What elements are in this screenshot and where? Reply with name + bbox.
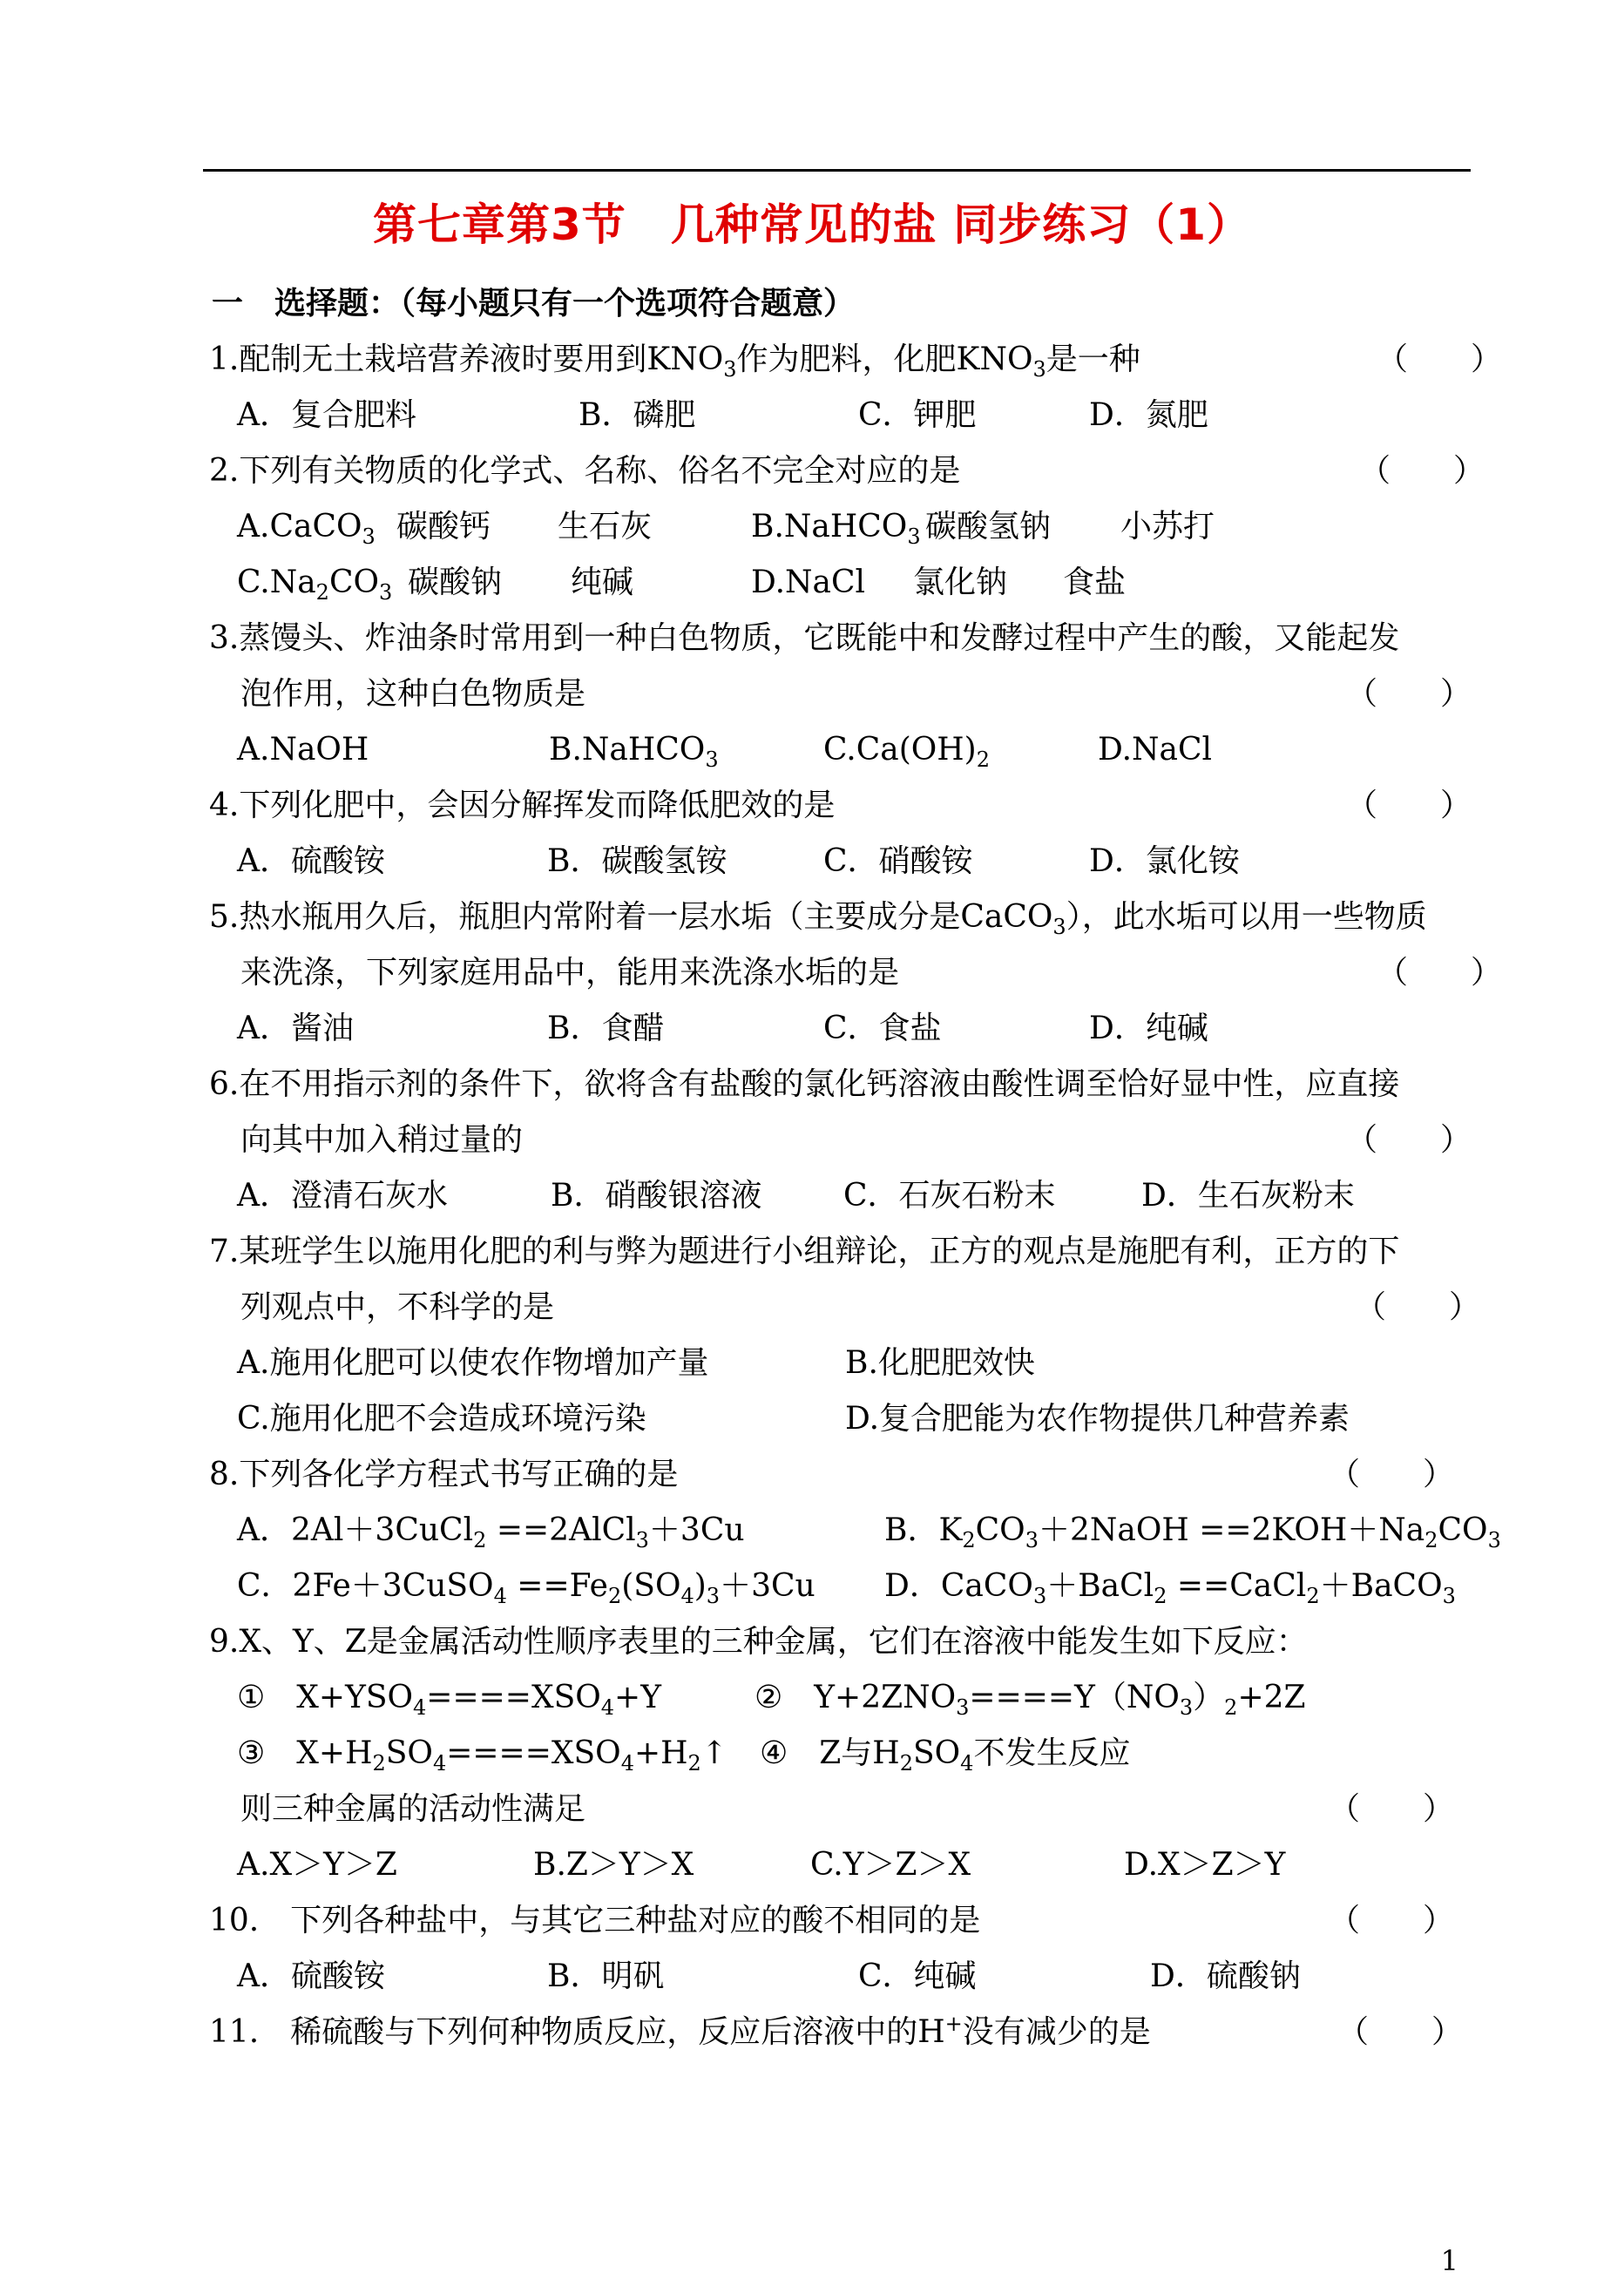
q7-option-a: A.施用化肥可以使农作物增加产量 [237,1345,709,1381]
q4-stem-text: 4.下列化肥中，会因分解挥发而降低肥效的是 [209,788,836,823]
q3-option-c: $C.Ca(OH)_2$ [823,732,990,773]
q7-answer-blank: （ ） [1355,1289,1481,1325]
question-1-stem [0,331,1624,389]
q1-stem-text: 1.配制无土栽培营养液时要用到$KNO_3$作为肥料，化肥$KNO_3$是一种 [209,342,1140,382]
question-5-stem-line2 [0,944,1624,1002]
question-7-options-row2 [0,1390,1624,1448]
q1-option-d: D．氮肥 [1089,397,1208,433]
question-7-stem-line2 [0,1279,1624,1336]
question-7-options-row1 [0,1335,1624,1392]
q2-answer-blank: （ ） [1359,453,1485,489]
q2-option-d-common: 食盐 [1063,565,1127,600]
q3-option-a: A.NaOH [237,732,369,768]
q7-stem-text-1: 7.某班学生以施用化肥的利与弊为题进行小组辩论，正方的观点是施肥有利，正方的下 [209,1234,1400,1269]
question-8-stem [0,1446,1624,1504]
question-9-conclusion [0,1781,1624,1838]
header-rule [203,169,1471,172]
q4-option-a: A．硫酸铵 [237,843,385,879]
question-4-options [0,833,1624,890]
q2-option-b-name: 碳酸氢钠 [925,509,1052,545]
q3-option-d: D.NaCl [1098,732,1213,768]
question-1-options [0,387,1624,444]
q5-answer-blank: （ ） [1377,955,1503,991]
q9-answer-blank: （ ） [1329,1791,1455,1827]
question-3-options [0,721,1624,779]
q3-answer-blank: （ ） [1346,676,1472,712]
q6-option-d: D．生石灰粉末 [1141,1178,1355,1214]
q4-option-b: B．碳酸氢铵 [547,843,727,879]
q5-option-c: C．食盐 [823,1011,942,1046]
q2-stem-text: 2.下列有关物质的化学式、名称、俗名不完全对应的是 [209,453,961,489]
q5-option-a: A．酱油 [237,1011,354,1046]
q6-stem-text-2: 向其中加入稍过量的 [240,1122,524,1158]
q2-option-b-common: 小苏打 [1120,509,1215,545]
q6-stem-text-1: 6.在不用指示剂的条件下，欲将含有盐酸的氯化钙溶液由酸性调至恰好显中性，应直接 [209,1066,1400,1102]
q2-option-c-name: 碳酸钠 [408,565,503,600]
q4-answer-blank: （ ） [1346,788,1472,823]
question-6-stem-line2 [0,1112,1624,1169]
page-title: 第七章第3节 几种常见的盐 同步练习（1） [373,200,1251,250]
question-3-stem-line1 [0,610,1624,667]
question-8-options-row1 [0,1502,1624,1559]
q8-option-c: C．2Fe＋3CuSO$_4$ $==Fe_2(SO_4)_3+3Cu$ [237,1568,815,1609]
question-5-options [0,1000,1624,1058]
q3-option-b: B.NaHCO$_3$ [549,732,719,773]
q2-option-b: B.NaHCO$_3$ [751,509,921,550]
question-6-options [0,1167,1624,1225]
q6-answer-blank: （ ） [1346,1122,1472,1158]
q7-option-d: D.复合肥能为农作物提供几种营养素 [845,1401,1350,1437]
q4-option-d: D．氯化铵 [1089,843,1240,879]
q7-option-c: C.施用化肥不会造成环境污染 [237,1401,646,1437]
q9-reaction-1: ① $X+YSO_4====XSO_4+Y$ [237,1680,661,1721]
question-2-stem [0,443,1624,500]
q3-stem-text-1: 3.蒸馒头、炸油条时常用到一种白色物质，它既能中和发酵过程中产生的酸，又能起发 [209,620,1400,656]
question-2-options-row1 [0,498,1624,556]
question-11-stem [0,2004,1624,2061]
q11-answer-blank: （ ） [1337,2014,1464,2050]
question-2-options-row2 [0,554,1624,612]
question-9-reactions-row2 [0,1725,1624,1782]
q6-option-c: C．石灰石粉末 [843,1178,1056,1214]
question-9-options [0,1836,1624,1894]
q9-option-a: A.X＞Y＞Z [237,1847,397,1883]
question-9-stem [0,1613,1624,1671]
q4-option-c: C．硝酸铵 [823,843,973,879]
q2-option-d-name: 氯化钠 [913,565,1008,600]
q8-stem-text: 8.下列各化学方程式书写正确的是 [209,1457,679,1492]
question-6-stem-line1 [0,1056,1624,1113]
q1-option-c: C．钾肥 [858,397,977,433]
question-5-stem-line1 [0,889,1624,946]
q5-option-b: B．食醋 [547,1011,665,1046]
q2-option-c-common: 纯碱 [571,565,634,600]
q5-stem-text-1: 5.热水瓶用久后，瓶胆内常附着一层水垢（主要成分是CaCO$_3$），此水垢可以用一些物质 [209,899,1427,940]
q9-reaction-2: ② $Y+2ZNO_3====Y(NO_3)_2+2Z$ [754,1680,1306,1721]
q10-option-b: B．明矾 [547,1958,665,1994]
q5-stem-text-2: 来洗涤，下列家庭用品中，能用来洗涤水垢的是 [240,955,900,991]
q2-option-d: D.NaCl [751,565,866,600]
section-heading-text: 一 选择题：（每小题只有一个选项符合题意） [212,286,856,321]
q9-reaction-4: ④ Z与$H_2SO_4$不发生反应 [760,1735,1131,1776]
q9-option-b: B.Z＞Y＞X [533,1847,694,1883]
q10-stem-text: 10. 下列各种盐中，与其它三种盐对应的酸不相同的是 [209,1903,981,1938]
q10-answer-blank: （ ） [1329,1903,1455,1938]
q6-option-b: B．硝酸银溶液 [551,1178,762,1214]
section-heading [0,275,1624,333]
q9-stem-text: 9.X、Y、Z是金属活动性顺序表里的三种金属，它们在溶液中能发生如下反应： [209,1624,1308,1660]
q1-option-a: A．复合肥料 [237,397,416,433]
q9-reaction-3: ③ $X+H_2SO_4====XSO_4+H_2↑$ [237,1735,727,1776]
q8-option-d: D．CaCO$_3$＋BaCl$_2$ ==CaCl$_2$＋BaCO$_3$ [884,1568,1456,1609]
q9-option-d: D.X＞Z＞Y [1124,1847,1286,1883]
question-8-options-row2 [0,1558,1624,1615]
q6-option-a: A．澄清石灰水 [237,1178,448,1214]
q7-option-b: B.化肥肥效快 [845,1345,1035,1381]
q2-option-a-name: 碳酸钙 [396,509,491,545]
question-10-options [0,1948,1624,2006]
q2-option-a: A.CaCO$_3$ [237,509,376,550]
q2-option-c: $C.Na_2CO_3$ [237,565,393,605]
q7-stem-text-2: 列观点中，不科学的是 [240,1289,555,1325]
q8-option-b: B．$K_2CO_3+2NaOH ==2KOH+Na_2CO_3$ [884,1512,1501,1553]
q8-answer-blank: （ ） [1329,1457,1455,1492]
question-9-reactions-row1 [0,1669,1624,1727]
q1-option-b: B．磷肥 [579,397,696,433]
q2-option-a-common: 生石灰 [558,509,653,545]
q8-option-a: A．2Al＋3CuCl$_2$ ==2AlCl$_3$＋3Cu [237,1512,745,1553]
q10-option-a: A．硫酸铵 [237,1958,385,1994]
q5-option-d: D．纯碱 [1089,1011,1208,1046]
question-3-stem-line2 [0,666,1624,723]
question-7-stem-line1 [0,1223,1624,1281]
page-number: 1 [1440,2244,1458,2277]
q10-option-c: C．纯碱 [858,1958,977,1994]
q3-stem-text-2: 泡作用，这种白色物质是 [240,676,586,712]
q9-conclusion-text: 则三种金属的活动性满足 [240,1791,586,1827]
q11-stem-text: 11. 稀硫酸与下列何种物质反应，反应后溶液中的H+没有减少的是 [209,2012,1151,2050]
question-10-stem [0,1892,1624,1950]
q10-option-d: D．硫酸钠 [1150,1958,1301,1994]
q9-option-c: C.Y＞Z＞X [810,1847,971,1883]
question-4-stem [0,777,1624,835]
q1-answer-blank: （ ） [1377,342,1503,377]
